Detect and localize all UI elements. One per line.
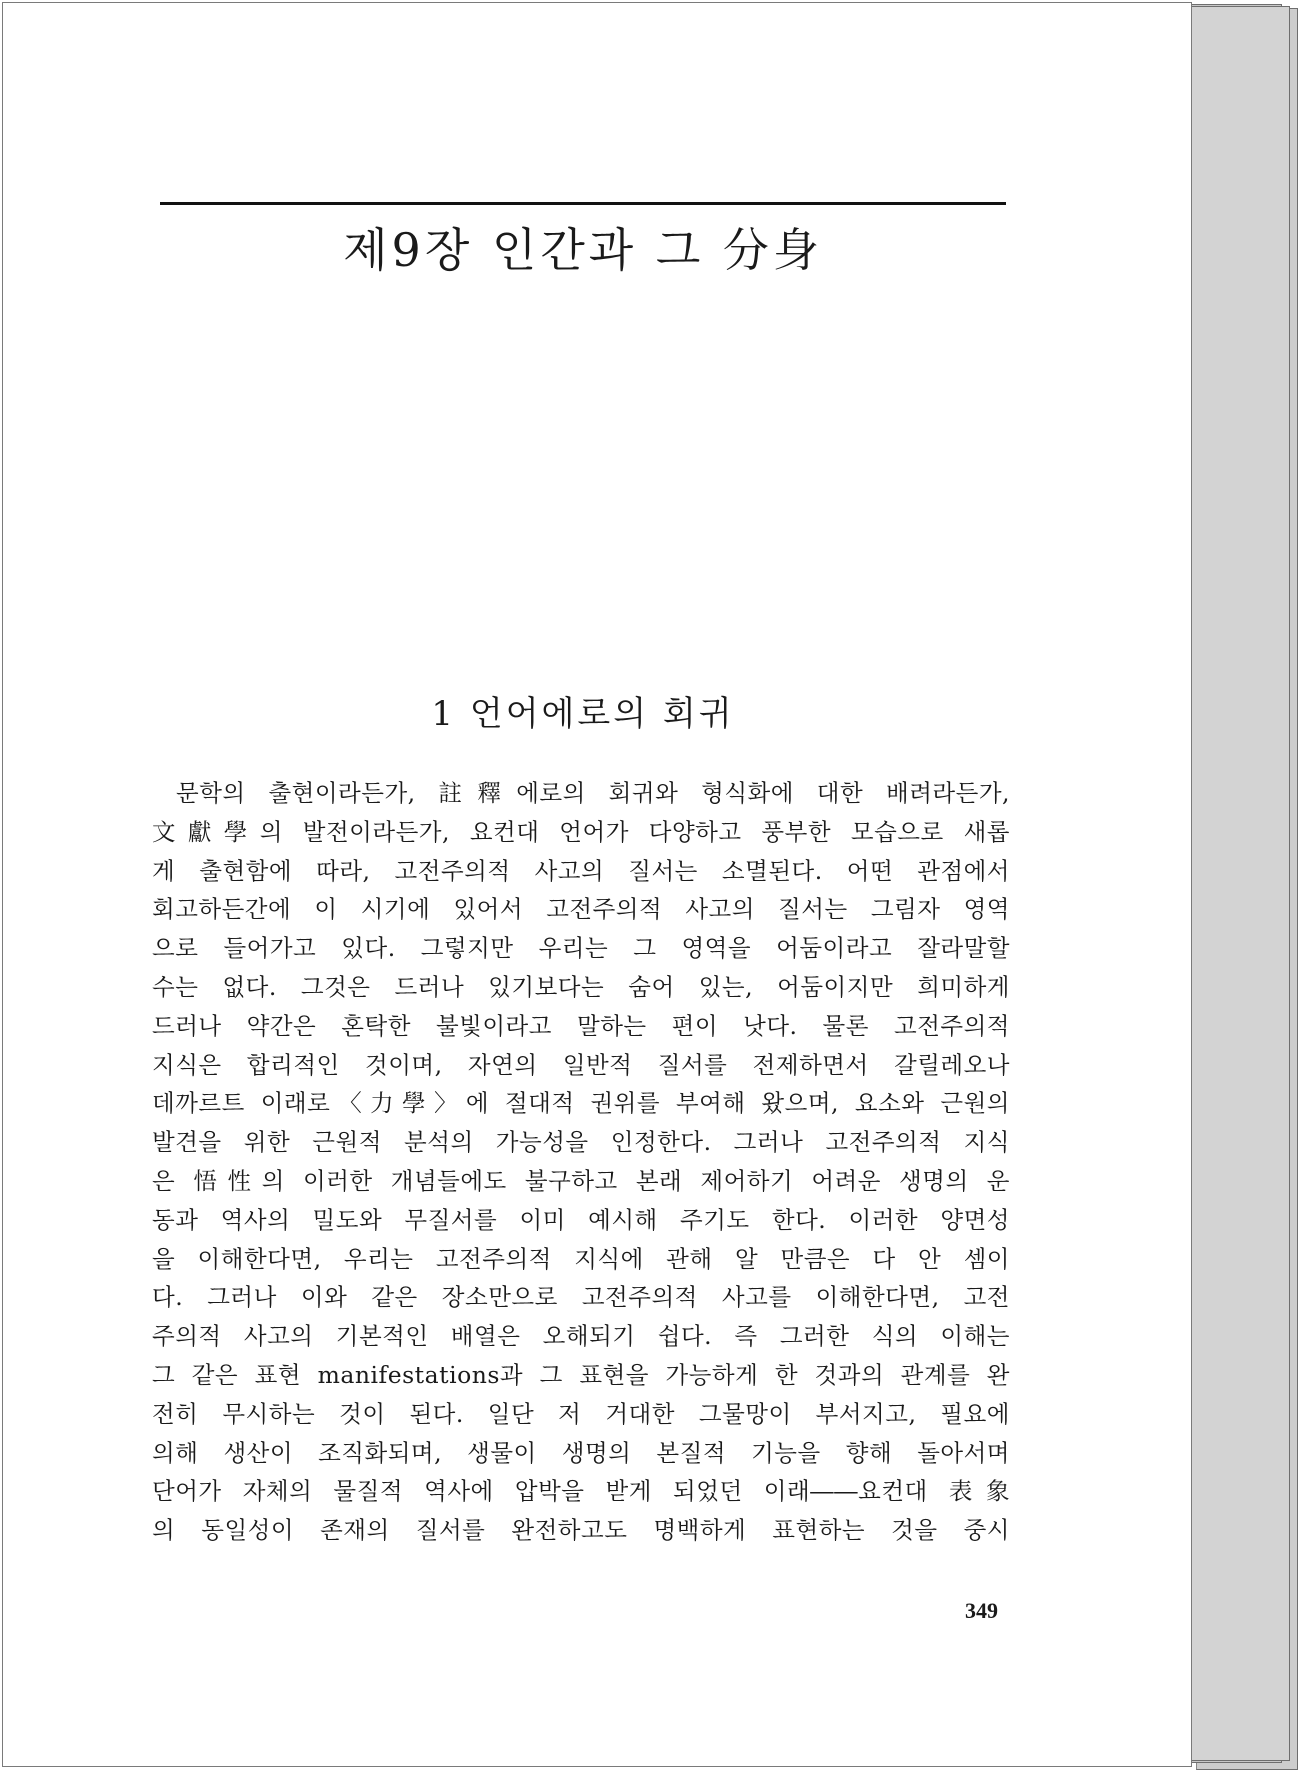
- page-number: 349: [965, 1598, 998, 1623]
- text-line: 발견을 위한 근원적 분석의 가능성을 인정한다. 그러나 고전주의적 지식: [152, 1128, 1010, 1157]
- chapter-rule: [160, 202, 1006, 205]
- text-line: 그 같은 표현 manifestations과 그 표현을 가능하게 한 것과의 관계를 완: [152, 1360, 1010, 1389]
- body-paragraph: [152, 774, 1010, 1550]
- text-line: 다. 그러나 이와 같은 장소만으로 고전주의적 사고를 이해한다면, 고전: [152, 1283, 1010, 1312]
- text-line: 文獻學의 발전이라든가, 요컨대 언어가 다양하고 풍부한 모습으로 새롭: [152, 817, 1010, 846]
- text-line: 문학의 출현이라든가, 註釋에로의 회귀와 형식화에 대한 배려라든가,: [176, 779, 1010, 807]
- text-line: 으로 들어가고 있다. 그렇지만 우리는 그 영역을 어둠이라고 잘라말할: [152, 934, 1010, 963]
- text-line: 게 출현함에 따라, 고전주의적 사고의 질서는 소멸된다. 어떤 관점에서: [152, 856, 1010, 885]
- text-line: 주의적 사고의 기본적인 배열은 오해되기 쉽다. 즉 그러한 식의 이해는: [152, 1322, 1010, 1351]
- text-line: 드러나 약간은 혼탁한 불빛이라고 말하는 편이 낫다. 물론 고전주의적: [152, 1011, 1010, 1040]
- text-line: 은 悟性의 이러한 개념들에도 불구하고 본래 제어하기 어려운 생명의 운: [152, 1166, 1010, 1195]
- text-line: 지식은 합리적인 것이며, 자연의 일반적 질서를 전제하면서 갈릴레오나: [152, 1050, 1010, 1079]
- text-line: 동과 역사의 밀도와 무질서를 이미 예시해 주기도 한다. 이러한 양면성: [152, 1205, 1010, 1234]
- text-line: 수는 없다. 그것은 드러나 있기보다는 숨어 있는, 어둠이지만 희미하게: [152, 972, 1010, 1001]
- text-line: 의해 생산이 조직화되며, 생물이 생명의 본질적 기능을 향해 돌아서며: [152, 1438, 1010, 1467]
- text-line: 전히 무시하는 것이 된다. 일단 저 거대한 그물망이 부서지고, 필요에: [152, 1399, 1010, 1428]
- section-title: 1 언어에로의 회귀: [431, 694, 735, 734]
- text-line: 단어가 자체의 물질적 역사에 압박을 받게 되었던 이래――요컨대 表象: [152, 1477, 1010, 1506]
- text-line: 회고하든간에 이 시기에 있어서 고전주의적 사고의 질서는 그림자 영역: [152, 895, 1010, 924]
- text-line: 의 동일성이 존재의 질서를 완전하고도 명백하게 표현하는 것을 중시: [152, 1516, 1010, 1545]
- text-line: 데까르트 이래로〈力學〉에 절대적 권위를 부여해 왔으며, 요소와 근원의: [152, 1089, 1010, 1118]
- chapter-title: 제9장 인간과 그 分身: [343, 223, 823, 277]
- text-line: 을 이해한다면, 우리는 고전주의적 지식에 관해 알 만큼은 다 안 셈이: [152, 1244, 1010, 1273]
